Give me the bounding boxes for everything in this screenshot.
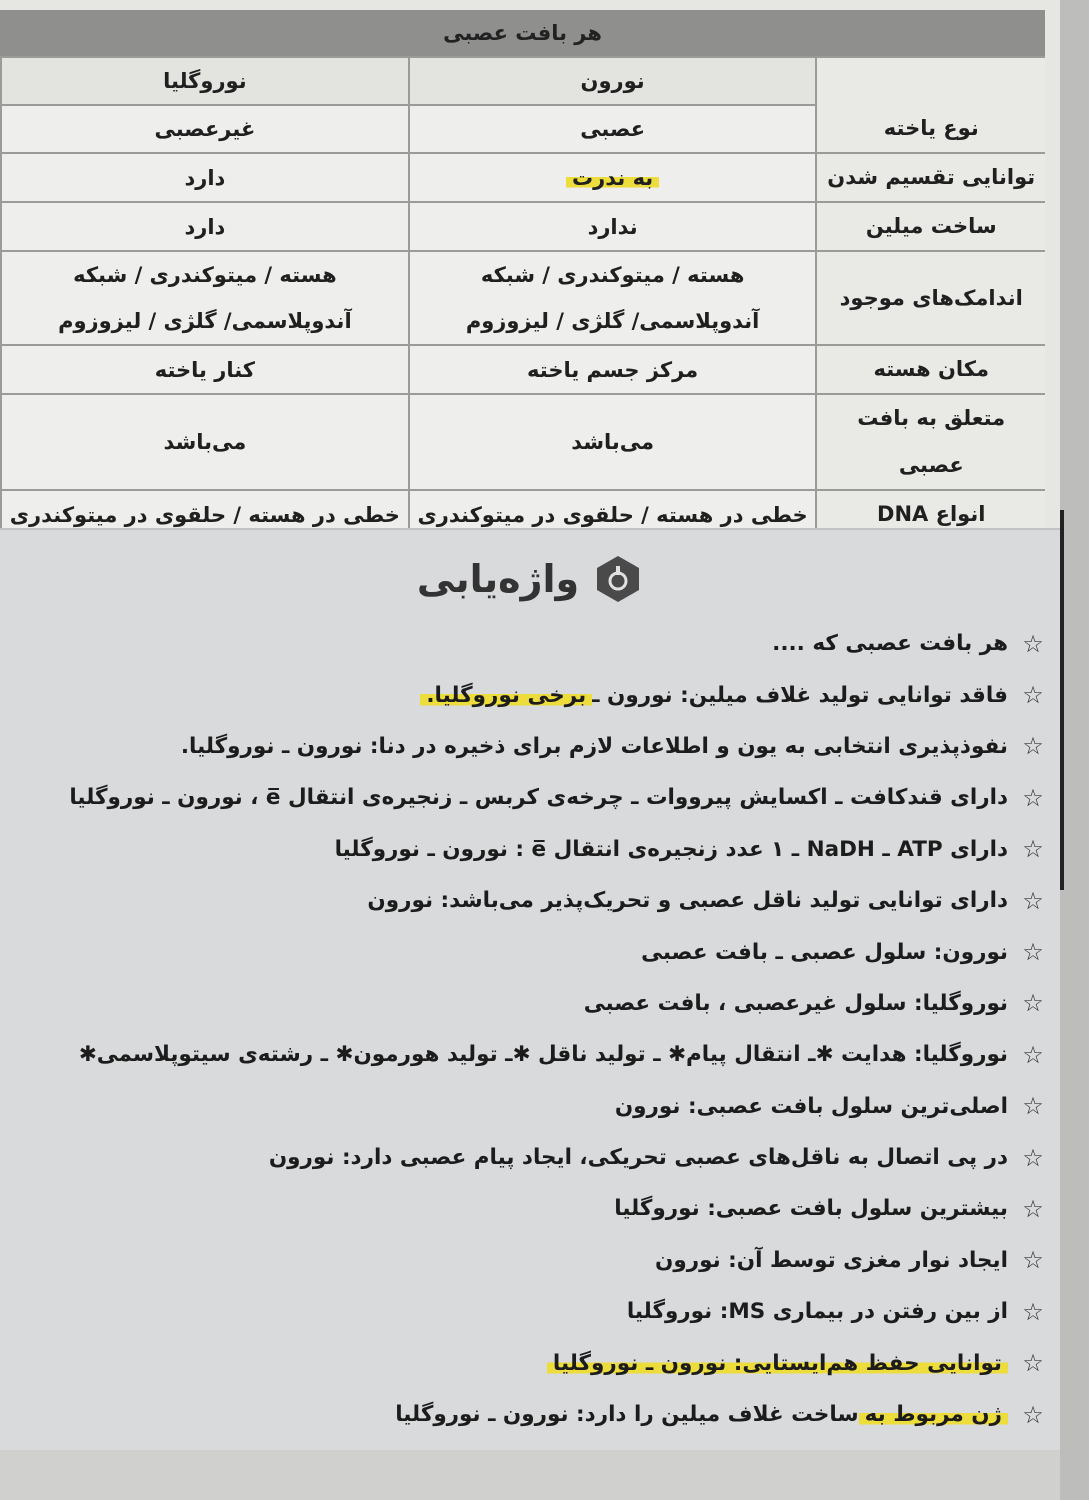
list-item xyxy=(36,978,1046,1029)
star-icon: ☆ xyxy=(1022,629,1044,658)
list-item xyxy=(36,824,1046,875)
item-text: ساخت غلاف میلین را دارد: نورون ـ نوروگلیا xyxy=(395,1402,859,1428)
star-icon: ☆ xyxy=(1022,1349,1044,1378)
row-label-belongs: متعلق به بافت عصبی xyxy=(816,394,1045,490)
column-header-glia: نوروگلیا xyxy=(1,57,409,105)
list-item xyxy=(36,1337,1046,1388)
row-label-organelles: اندامک‌های موجود xyxy=(816,251,1045,345)
cell-neuron-organelles xyxy=(409,251,817,345)
star-icon: ☆ xyxy=(1022,732,1044,761)
table-row xyxy=(1,345,1045,394)
cell-glia-division: دارد xyxy=(1,153,409,202)
cell-neuron-nucleus: مرکز جسم یاخته xyxy=(409,345,817,394)
list-item xyxy=(36,1235,1046,1286)
cell-neuron-dna: خطی در هسته / حلقوی در میتوکندری xyxy=(409,490,817,539)
column-header-neuron: نورون xyxy=(409,57,817,105)
vocab-heading xyxy=(0,554,1060,604)
list-item xyxy=(36,1029,1046,1080)
list-item xyxy=(36,1081,1046,1132)
table-row xyxy=(1,202,1045,251)
cell-glia-dna: خطی در هسته / حلقوی در میتوکندری xyxy=(1,490,409,539)
cell-neuron-belongs: می‌باشد xyxy=(409,394,817,490)
row-label-myelin: ساخت میلین xyxy=(816,202,1045,251)
cell-line: آندوپلاسمی/ گلژی / لیزوزوم xyxy=(465,309,760,333)
list-item xyxy=(36,1132,1046,1183)
star-icon: ☆ xyxy=(1022,1040,1044,1069)
list-item xyxy=(36,1286,1046,1337)
star-icon: ☆ xyxy=(1022,681,1044,710)
cell-glia-myelin: دارد xyxy=(1,202,409,251)
cell-line: هسته / میتوکندری / شبکه xyxy=(73,263,337,287)
list-item xyxy=(36,1183,1046,1234)
item-text: بیشترین سلول بافت عصبی: نوروگلیا xyxy=(614,1196,1008,1222)
cell-glia-type: غیرعصبی xyxy=(1,105,409,153)
item-text: اصلی‌ترین سلول بافت عصبی: نورون xyxy=(614,1093,1008,1119)
item-text: ایجاد نوار مغزی توسط آن: نورون xyxy=(655,1247,1008,1273)
item-text: نورون: سلول عصبی ـ بافت عصبی xyxy=(641,939,1008,965)
item-text: نفوذپذیری انتخابی به یون و اطلاعات لازم برای ذخیره در دنا: نورون ـ نوروگلیا. xyxy=(180,733,1008,759)
table-row xyxy=(1,394,1045,490)
highlighted-text: برخی نوروگلیا. xyxy=(420,683,592,708)
item-text: از بین رفتن در بیماری MS: نوروگلیا xyxy=(626,1299,1008,1325)
star-icon: ☆ xyxy=(1022,938,1044,967)
table-row xyxy=(1,251,1045,345)
star-icon: ☆ xyxy=(1022,886,1044,915)
list-item xyxy=(36,1389,1046,1440)
star-icon: ☆ xyxy=(1022,1400,1044,1429)
cell-glia-organelles xyxy=(1,251,409,345)
cell-line: آندوپلاسمی/ گلژی / لیزوزوم xyxy=(58,309,352,333)
cell-glia-belongs: می‌باشد xyxy=(1,394,409,490)
star-icon: ☆ xyxy=(1022,1092,1044,1121)
list-item xyxy=(36,772,1046,823)
page-edge xyxy=(1060,0,1089,1500)
table-header-row xyxy=(1,57,1045,105)
comparison-table xyxy=(0,56,1045,540)
highlighted-text: ژن مربوط به xyxy=(859,1402,1008,1427)
star-icon: ☆ xyxy=(1022,835,1044,864)
item-text: نوروگلیا: هدایت ✱ـ انتقال پیام✱ ـ تولید ناقل ✱ـ تولید هورمون✱ ـ رشته‌ی سیتوپلاسمی✱ xyxy=(78,1042,1008,1068)
item-text: فاقد توانایی تولید غلاف میلین: نورون ـ xyxy=(592,682,1008,708)
star-icon: ☆ xyxy=(1022,783,1044,812)
list-item xyxy=(36,721,1046,772)
list-item xyxy=(36,926,1046,977)
star-icon: ☆ xyxy=(1022,989,1044,1018)
star-icon: ☆ xyxy=(1022,1246,1044,1275)
table-title: هر بافت عصبی xyxy=(0,10,1045,56)
star-icon: ☆ xyxy=(1022,1194,1044,1223)
highlighted-text: به ندرت xyxy=(566,166,659,190)
item-text: در پی اتصال به ناقل‌های عصبی تحریکی، ایجاد پیام عصبی دارد: نورون xyxy=(268,1145,1008,1171)
cell-glia-nucleus: کنار یاخته xyxy=(1,345,409,394)
item-text: دارای قندکافت ـ اکسایش پیرووات ـ چرخه‌ی کربس ـ زنجیره‌ی انتقال e̅ ، نورون ـ نوروگلیا xyxy=(69,785,1008,811)
star-icon: ☆ xyxy=(1022,1143,1044,1172)
vocab-list xyxy=(36,618,1046,1440)
vocab-section xyxy=(0,528,1060,1452)
row-label-nucleus-location: مکان هسته xyxy=(816,345,1045,394)
edge-mark xyxy=(1060,510,1064,890)
cell-neuron-division xyxy=(409,153,817,202)
page-bottom-shadow xyxy=(0,1450,1060,1500)
row-label-division: توانایی تقسیم شدن xyxy=(816,153,1045,202)
highlighted-text: توانایی حفظ هم‌ایستایی: نورون ـ نوروگلیا xyxy=(547,1351,1008,1376)
cell-neuron-myelin: ندارد xyxy=(409,202,817,251)
item-text: هر بافت عصبی که .... xyxy=(772,631,1008,657)
star-icon: ☆ xyxy=(1022,1297,1044,1326)
cell-line: هسته / میتوکندری / شبکه xyxy=(480,263,745,287)
row-label-cell-type: نوع یاخته xyxy=(816,57,1045,153)
book-hexagon-icon xyxy=(593,554,643,604)
cell-neuron-type: عصبی xyxy=(409,105,817,153)
row-label-dna: انواع DNA xyxy=(816,490,1045,539)
item-text: دارای توانایی تولید ناقل عصبی و تحریک‌پذیر می‌باشد: نورون xyxy=(367,888,1008,914)
vocab-title: واژه‌یابی xyxy=(416,557,580,601)
table-row xyxy=(1,153,1045,202)
list-item xyxy=(36,669,1046,720)
list-item xyxy=(36,875,1046,926)
list-item xyxy=(36,618,1046,669)
item-text: دارای ATP ـ NaDH ـ ۱ عدد زنجیره‌ی انتقال e̅ : نورون ـ نوروگلیا xyxy=(334,836,1008,862)
item-text: نوروگلیا: سلول غیرعصبی ، بافت عصبی xyxy=(583,990,1008,1016)
